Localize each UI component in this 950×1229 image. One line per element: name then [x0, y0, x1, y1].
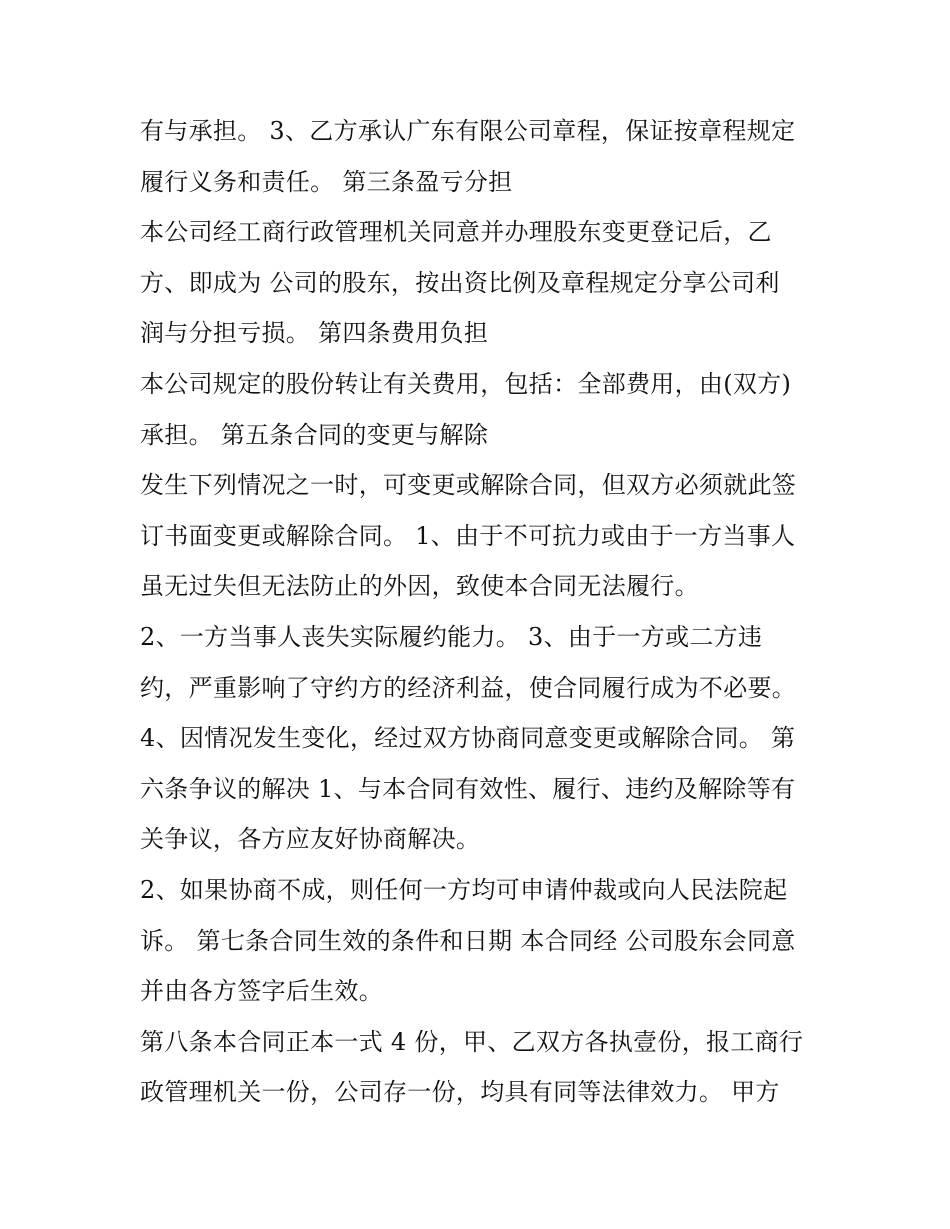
- text-line: 政管理机关一份，公司存一份，均具有同等法律效力。 甲方: [140, 1078, 780, 1107]
- text-line: 订书面变更或解除合同。 1、由于不可抗力或由于一方当事人: [140, 521, 796, 550]
- text-line: 发生下列情况之一时，可变更或解除合同，但双方必须就此签: [140, 471, 797, 500]
- text-line: 六条争议的解决 1、与本合同有效性、履行、违约及解除等有: [140, 774, 796, 803]
- text-line: 约，严重影响了守约方的经济利益，使合同履行成为不必要。: [140, 673, 797, 702]
- document-body: [140, 106, 820, 1118]
- text-line: 有与承担。 3、乙方承认广东有限公司章程，保证按章程规定: [140, 117, 796, 145]
- text-line: 润与分担亏损。 第四条费用负担: [140, 319, 489, 348]
- text-line: 本公司经工商行政管理机关同意并办理股东变更登记后，乙: [140, 218, 772, 247]
- text-line: 履行义务和责任。 第三条盈亏分担: [140, 167, 513, 196]
- text-line: 并由各方签字后生效。: [140, 977, 383, 1006]
- text-line: 2、一方当事人丧失实际履约能力。 3、由于一方或二方违: [140, 622, 763, 651]
- text-line: 承担。 第五条合同的变更与解除: [140, 420, 489, 449]
- text-line: 2、如果协商不成，则任何一方均可申请仲裁或向人民法院起: [140, 875, 788, 904]
- text-line: 虽无过失但无法防止的外因，致使本合同无法履行。: [140, 572, 699, 601]
- text-line: 关争议，各方应友好协商解决。: [140, 825, 481, 854]
- text-line: 方、即成为 公司的股东，按出资比例及章程规定分享公司利: [140, 268, 780, 297]
- text-line: 诉。 第七条合同生效的条件和日期 本合同经 公司股东会同意: [140, 926, 796, 955]
- text-line: 本公司规定的股份转让有关费用，包括：全部费用，由(双方): [140, 369, 792, 398]
- text-line: 4、因情况发生变化，经过双方协商同意变更或解除合同。 第: [140, 724, 796, 753]
- text-line: 第八条本合同正本一式 4 份，甲、乙双方各执壹份，报工商行: [140, 1027, 804, 1056]
